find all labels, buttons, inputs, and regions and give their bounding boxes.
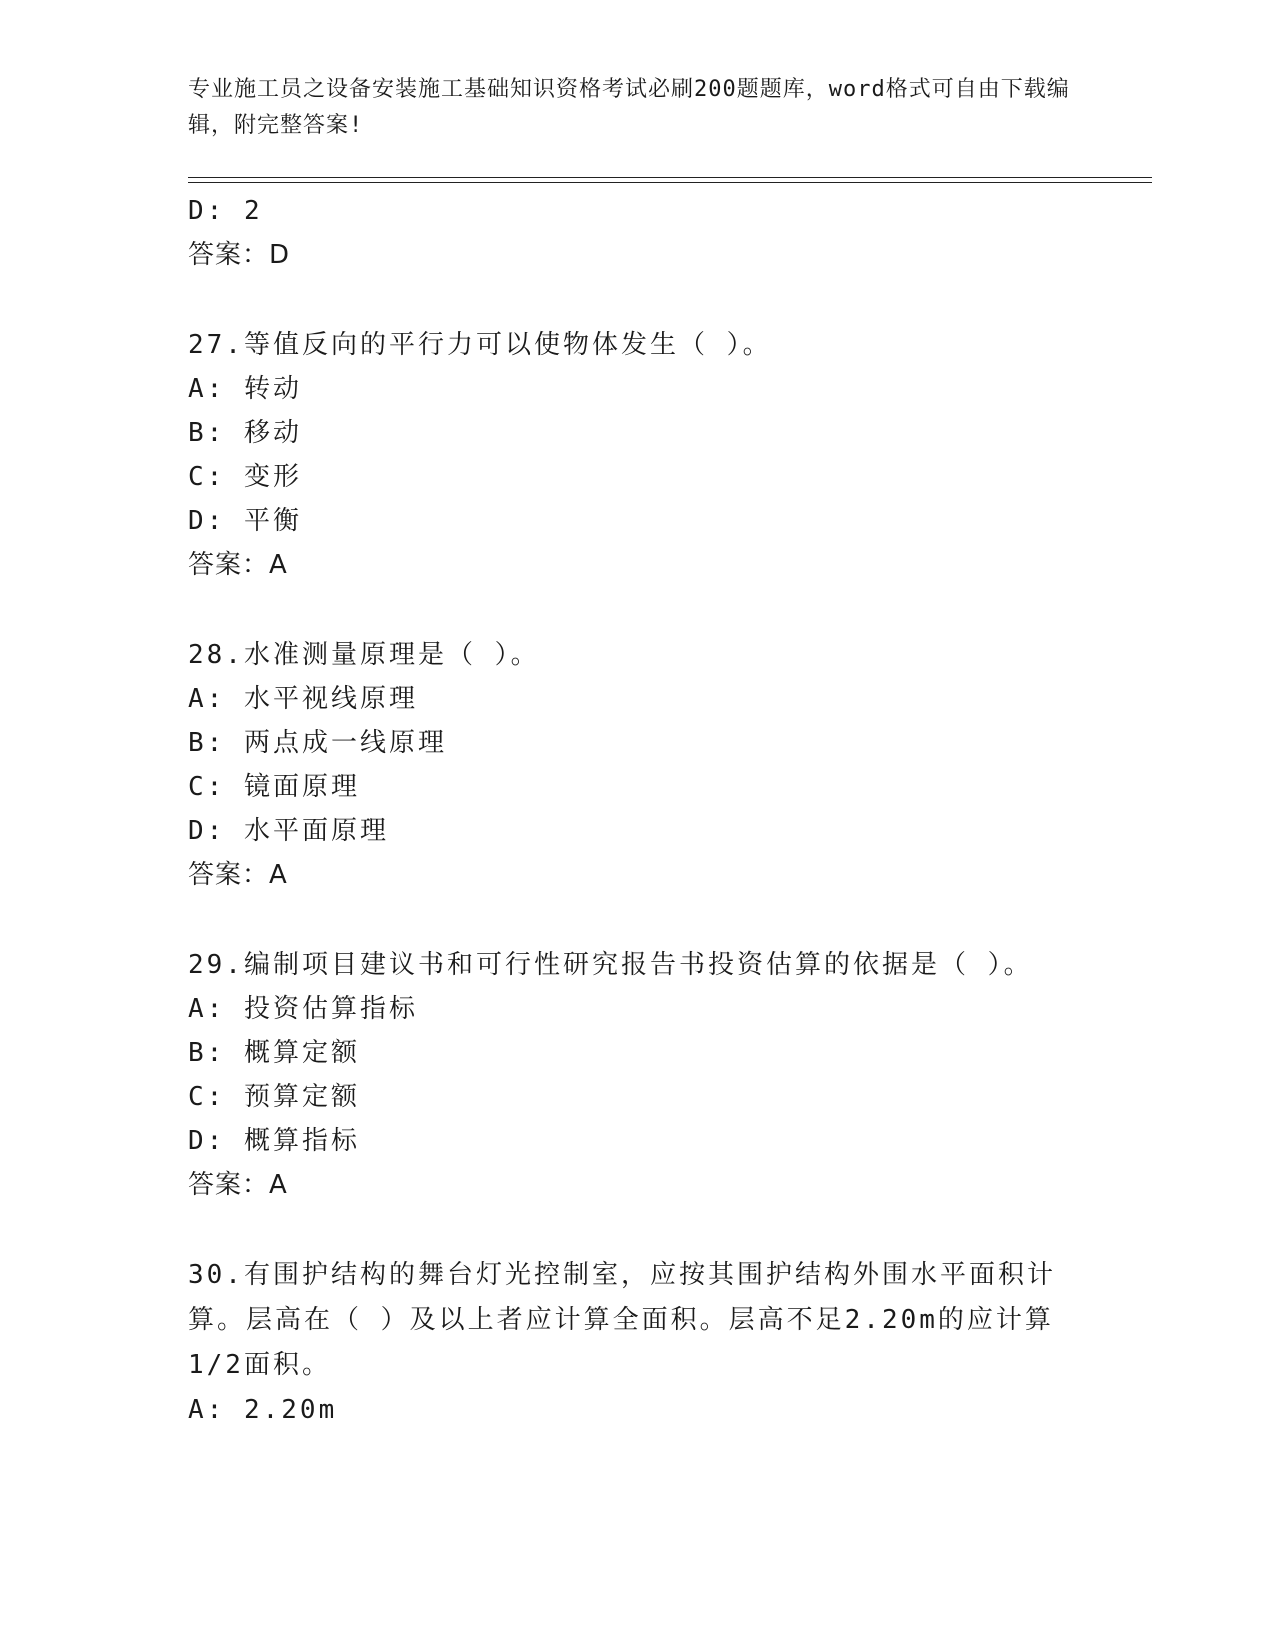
q28-option-c: C: 镜面原理 — [188, 772, 360, 802]
header-rule-bottom — [188, 182, 1152, 183]
q27-option-d: D: 平衡 — [188, 506, 302, 536]
q28-question: 28.水准测量原理是（ ）。 — [188, 640, 540, 670]
q28-option-d: D: 水平面原理 — [188, 816, 389, 846]
q28-answer: 答案：A — [188, 860, 288, 890]
q27-answer: 答案：A — [188, 550, 288, 580]
prev-answer: 答案：D — [188, 240, 291, 270]
q30-question: 30.有围护结构的舞台灯光控制室，应按其围护结构外围水平面积计算。层高在（ ）及以上者应计算全面积。层高不足2.20m的应计算1/2面积。 — [188, 1260, 1056, 1380]
q29-question: 29.编制项目建议书和可行性研究报告书投资估算的依据是（ ）。 — [188, 950, 1033, 980]
q28-option-b: B: 两点成一线原理 — [188, 728, 447, 758]
q27-option-b: B: 移动 — [188, 418, 302, 448]
q27-option-a: A: 转动 — [188, 374, 302, 404]
q29-option-a: A: 投资估算指标 — [188, 994, 418, 1024]
q27-question: 27.等值反向的平行力可以使物体发生（ ）。 — [188, 330, 772, 360]
prev-option-d: D: 2 — [188, 196, 263, 226]
q29-option-c: C: 预算定额 — [188, 1082, 360, 1112]
header-rule-top — [188, 177, 1152, 178]
q29-answer: 答案：A — [188, 1170, 288, 1200]
q29-option-d: D: 概算指标 — [188, 1126, 360, 1156]
q28-option-a: A: 水平视线原理 — [188, 684, 418, 714]
q29-option-b: B: 概算定额 — [188, 1038, 360, 1068]
q30-option-a: A: 2.20m — [188, 1395, 338, 1425]
q27-option-c: C: 变形 — [188, 462, 302, 492]
page-header: 专业施工员之设备安装施工基础知识资格考试必刷200题题库，word格式可自由下载编辑，附完整答案! — [188, 77, 1070, 138]
